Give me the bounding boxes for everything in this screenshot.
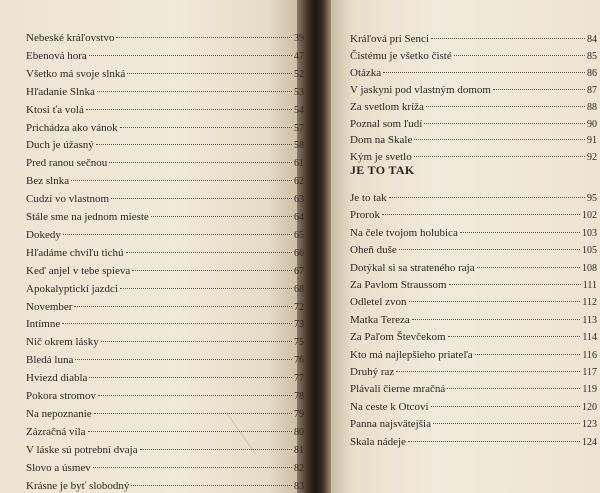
toc-entry-title: Intímne <box>26 318 61 331</box>
toc-entry-title: Na ceste k Otcovi <box>350 400 429 413</box>
toc-entry-page-number: 113 <box>582 314 597 326</box>
toc-entry <box>350 401 597 414</box>
toc-entry-title: Krásne je byť slobodný <box>26 479 130 492</box>
toc-entry <box>350 349 597 362</box>
toc-entry <box>26 193 304 206</box>
toc-entry-title: Hľadáme chvíľu tichú <box>26 246 124 259</box>
dot-leader <box>448 336 581 337</box>
toc-entry-page-number: 82 <box>294 462 304 474</box>
toc-entry-title: Čistému je všetko čisté <box>350 49 452 62</box>
dot-leader <box>101 341 292 342</box>
dot-leader <box>493 89 585 90</box>
dot-leader <box>396 371 580 372</box>
toc-entry <box>350 296 597 309</box>
dot-leader <box>111 198 292 199</box>
toc-entry-title: Odletel zvon <box>350 296 407 309</box>
toc-entry-page-number: 47 <box>294 50 304 62</box>
dot-leader <box>477 267 580 268</box>
toc-entry <box>26 354 304 367</box>
toc-entry <box>26 426 304 439</box>
toc-entry-title: Hľadanie Slnka <box>26 85 95 98</box>
toc-entry <box>350 67 597 80</box>
toc-entry <box>350 50 597 63</box>
toc-entry-page-number: 58 <box>294 140 304 152</box>
toc-entry <box>26 139 304 152</box>
dot-leader <box>409 301 581 302</box>
toc-entry <box>26 336 304 349</box>
toc-entry-page-number: 83 <box>294 480 304 492</box>
toc-entry-title: Oheň duše <box>350 244 397 257</box>
toc-entry-title: V jaskyni pod vlastným domom <box>350 83 491 96</box>
toc-entry <box>26 211 304 224</box>
toc-entry-title: Za Paľom Števčekom <box>350 331 446 344</box>
toc-entry-title: Pokora stromov <box>26 390 96 402</box>
toc-entry-title: Ktosi ťa volá <box>26 103 84 116</box>
toc-entry-title: Dom na Skale <box>350 134 413 147</box>
toc-entry <box>350 118 597 131</box>
dot-leader <box>460 232 580 233</box>
toc-entry-title: Dokedy <box>26 228 61 241</box>
dot-leader <box>126 252 292 253</box>
toc-entry-title: Otázka <box>350 66 382 79</box>
toc-entry-page-number: 91 <box>587 135 597 147</box>
toc-entry-page-number: 103 <box>582 227 597 239</box>
dot-leader <box>447 388 580 389</box>
dot-leader <box>75 359 292 360</box>
toc-entry <box>350 84 597 97</box>
dot-leader <box>97 91 292 92</box>
toc-entry <box>26 318 304 331</box>
dot-leader <box>88 431 292 432</box>
toc-entry <box>26 480 304 493</box>
toc-entry-page-number: 86 <box>587 67 597 79</box>
toc-entry-page-number: 61 <box>294 158 304 170</box>
toc-entry-title: Duch je úžasný <box>26 139 94 152</box>
dot-leader <box>424 123 585 124</box>
toc-entry <box>350 227 597 240</box>
toc-entry-page-number: 87 <box>587 84 597 96</box>
toc-entry-page-number: 62 <box>294 176 304 188</box>
toc-entry-page-number: 119 <box>582 384 597 396</box>
toc-entry-title: Cudzí vo vlastnom <box>26 193 110 206</box>
toc-entry-title: Ebenová hora <box>26 49 87 62</box>
toc-entry <box>26 175 304 188</box>
toc-entry-page-number: 39 <box>294 33 304 44</box>
toc-entry-title: Slovo a úsmev <box>26 461 91 474</box>
toc-entry <box>350 33 597 46</box>
toc-entry-page-number: 92 <box>587 152 597 164</box>
dot-leader <box>127 73 292 74</box>
toc-entry-title: Nič okrem lásky <box>26 336 99 349</box>
dot-leader <box>433 423 580 424</box>
toc-entry-page-number: 64 <box>294 212 304 223</box>
toc-entry-page-number: 95 <box>587 193 597 204</box>
dot-leader <box>62 323 292 324</box>
toc-entry-page-number: 102 <box>582 210 597 222</box>
toc-entry-title: V láske sú potrební dvaja <box>26 443 138 456</box>
dot-leader <box>412 319 581 320</box>
toc-entry-title: Stále sme na jednom mieste <box>26 211 149 223</box>
toc-entry-title: Bledá luna <box>26 354 74 367</box>
toc-entry-page-number: 73 <box>294 319 304 331</box>
dot-leader <box>431 38 585 39</box>
toc-entry <box>26 247 304 260</box>
toc-entry <box>350 366 597 379</box>
dot-leader <box>74 306 292 307</box>
dot-leader <box>132 270 292 271</box>
dot-leader <box>63 234 292 235</box>
dot-leader <box>120 127 292 128</box>
toc-entry-title: Kráľová pri Senci <box>350 33 429 45</box>
dot-leader <box>383 72 585 73</box>
toc-entry-page-number: 111 <box>582 280 597 291</box>
toc-entry-page-number: 81 <box>294 444 304 456</box>
toc-entry-page-number: 63 <box>294 194 304 206</box>
toc-entry-title: Hviezd diabla <box>26 372 88 385</box>
toc-entry <box>26 229 304 242</box>
dot-leader <box>426 106 585 107</box>
dot-leader <box>120 288 292 289</box>
dot-leader <box>93 467 292 468</box>
toc-entry <box>350 436 597 449</box>
toc-entry <box>26 32 304 45</box>
toc-entry-title: Dotýkal si sa strateného raja <box>350 261 475 274</box>
dot-leader <box>109 162 292 163</box>
toc-entry <box>26 104 304 117</box>
dot-leader <box>454 55 585 56</box>
toc-entry-page-number: 123 <box>582 419 597 431</box>
toc-entry-title: Panna najsvätejšia <box>350 418 431 431</box>
toc-entry-page-number: 116 <box>582 349 597 361</box>
toc-entry-title: Poznal som ľudí <box>350 117 423 130</box>
toc-entry-title: Všetko má svoje slnká <box>26 67 126 80</box>
dot-leader <box>86 109 292 110</box>
toc-entry-page-number: 65 <box>294 229 304 241</box>
toc-entry-page-number: 84 <box>587 34 597 45</box>
toc-entry-title: Matka Tereza <box>350 313 410 326</box>
toc-entry-title: Apokalyptickí jazdci <box>26 282 118 295</box>
toc-entry-page-number: 124 <box>582 436 597 448</box>
toc-entry-page-number: 66 <box>294 247 304 259</box>
dot-leader <box>96 144 292 145</box>
toc-entry <box>26 462 304 475</box>
dot-leader <box>131 485 292 486</box>
toc-entry-page-number: 108 <box>582 262 597 274</box>
dot-leader <box>89 55 292 56</box>
dot-leader <box>399 249 580 250</box>
toc-entry <box>350 209 597 222</box>
toc-entry <box>26 122 304 135</box>
toc-entry-title: Plávali čierne mračná <box>350 383 446 396</box>
toc-entry-page-number: 120 <box>582 401 597 413</box>
toc-entry <box>26 68 304 81</box>
toc-entry-title: Na čele tvojom holubica <box>350 226 458 239</box>
toc-entry-page-number: 72 <box>294 301 304 313</box>
dot-leader <box>408 441 580 442</box>
dot-leader <box>151 216 292 217</box>
toc-entry-title: Bez slnka <box>26 175 70 188</box>
toc-entry <box>350 331 597 344</box>
toc-entry-page-number: 90 <box>587 118 597 130</box>
toc-entry-title: Zázračná víla <box>26 425 86 438</box>
toc-entry-title: Za Pavlom Straussom <box>350 279 447 291</box>
dot-leader <box>98 395 292 396</box>
dot-leader <box>449 284 581 285</box>
toc-entry-page-number: 112 <box>582 297 597 309</box>
toc-entry-title: Na nepoznanie <box>26 407 92 420</box>
toc-entry-title: Keď anjel v tebe spieva <box>26 264 131 277</box>
toc-entry <box>350 314 597 327</box>
dot-leader <box>389 197 585 198</box>
toc-entry-page-number: 105 <box>582 245 597 257</box>
toc-entry-title: Kto má najlepšieho priateľa <box>350 348 473 361</box>
toc-entry <box>350 262 597 275</box>
toc-entry-page-number: 68 <box>294 283 304 295</box>
toc-entry-title: Kým je svetlo <box>350 151 412 164</box>
toc-entry-page-number: 85 <box>587 50 597 62</box>
toc-entry <box>26 157 304 170</box>
dot-leader <box>431 406 581 407</box>
dot-leader <box>140 449 292 450</box>
toc-entry-page-number: 75 <box>294 337 304 349</box>
toc-entry-page-number: 76 <box>294 355 304 367</box>
toc-entry-page-number: 114 <box>582 332 597 344</box>
toc-entry-title: Skala nádeje <box>350 435 406 448</box>
toc-entry <box>26 390 304 403</box>
toc-entry <box>26 265 304 278</box>
toc-entry <box>350 383 597 396</box>
toc-entry <box>26 50 304 63</box>
toc-entry <box>26 408 304 421</box>
toc-entry-page-number: 80 <box>294 426 304 438</box>
dot-leader <box>382 214 580 215</box>
toc-entry-page-number: 88 <box>587 101 597 113</box>
section-heading: JE TO TAK <box>350 163 415 177</box>
toc-entry <box>26 372 304 385</box>
toc-entry-title: November <box>26 300 73 313</box>
dot-leader <box>475 354 581 355</box>
dot-leader <box>89 377 292 378</box>
toc-entry <box>350 101 597 114</box>
toc-entry-page-number: 79 <box>294 408 304 420</box>
toc-entry <box>350 244 597 257</box>
toc-entry-title: Pred ranou sečnou <box>26 157 108 170</box>
toc-entry <box>350 279 597 292</box>
toc-entry-title: Prorok <box>350 209 380 222</box>
toc-entry-page-number: 54 <box>294 104 304 116</box>
toc-entry <box>26 86 304 99</box>
toc-entry <box>350 418 597 431</box>
toc-entry-page-number: 52 <box>294 68 304 80</box>
toc-entry <box>350 134 597 147</box>
toc-entry-page-number: 117 <box>582 367 597 378</box>
toc-entry <box>26 444 304 457</box>
toc-entry-page-number: 67 <box>294 265 304 277</box>
toc-entry-title: Je to tak <box>350 192 387 204</box>
toc-entry <box>26 301 304 314</box>
toc-entry <box>26 283 304 296</box>
toc-entry-title: Za svetlom kríža <box>350 100 424 113</box>
dot-leader <box>414 139 585 140</box>
toc-entry-page-number: 77 <box>294 373 304 385</box>
toc-entry-page-number: 57 <box>294 122 304 134</box>
toc-entry-title: Nebeské kráľovstvo <box>26 32 115 44</box>
toc-entry-title: Druhý raz <box>350 366 395 378</box>
toc-entry <box>350 192 597 205</box>
toc-entry-page-number: 78 <box>294 391 304 402</box>
dot-leader <box>71 180 292 181</box>
dot-leader <box>116 37 292 38</box>
toc-entry-title: Prichádza ako vánok <box>26 121 118 134</box>
toc-entry-page-number: 53 <box>294 86 304 98</box>
dot-leader <box>414 156 585 157</box>
dot-leader <box>94 413 292 414</box>
